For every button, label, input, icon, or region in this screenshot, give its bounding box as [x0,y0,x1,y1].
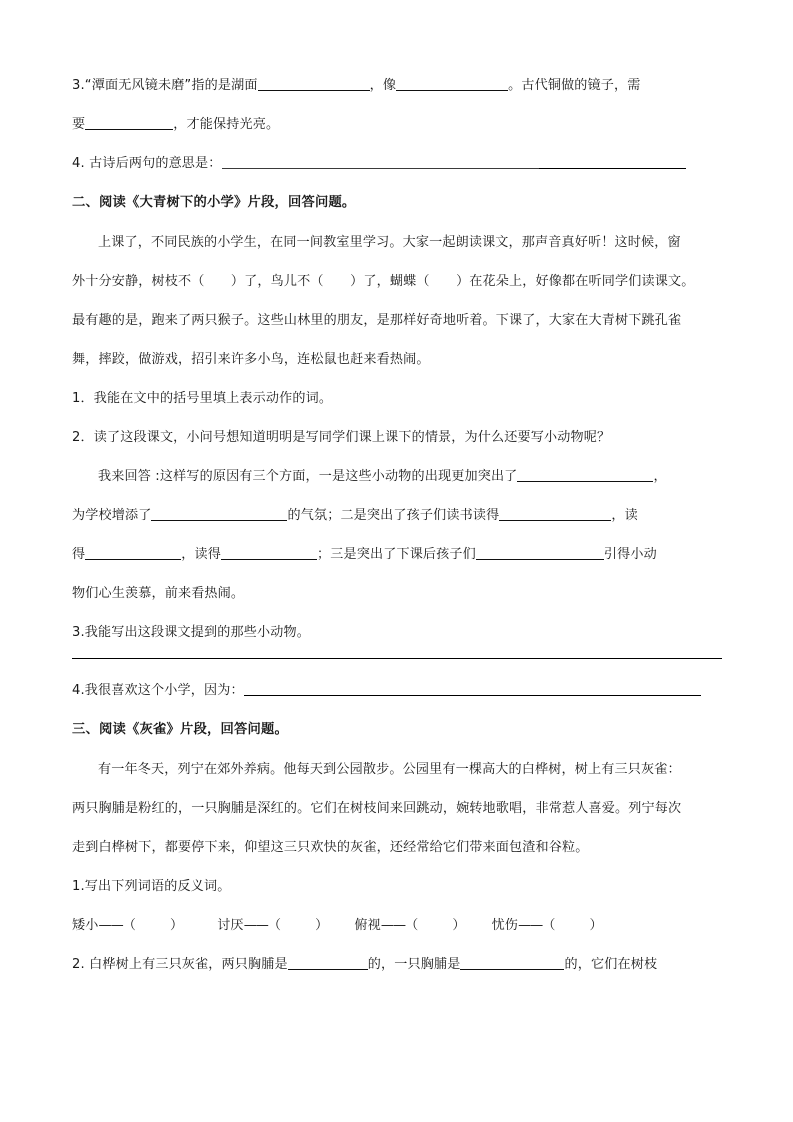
antonym-close-paren: ） [452,918,466,933]
answer-blank[interactable] [476,547,604,560]
question-3-text-c: 。古代铜做的镜子，需 [508,78,641,93]
antonym-open-paren: （ [267,918,282,933]
answer-text-i: 引得小动 [603,547,657,562]
antonym-word: 俯视 [354,918,381,933]
answer-blank[interactable] [258,78,370,91]
question-3-text-e: ，才能保持光亮。 [173,117,280,132]
answer-text-f: 得 [72,547,86,562]
section-2-passage-line-3: 最有趣的是，跑来了两只猴子。这些山林里的朋友，是那样好奇地听着。下课了，大家在大青树下跳孔雀 [72,313,682,328]
question-3-line-1 [72,78,722,93]
section-3-question-2 [72,957,722,972]
section-3-q2-text-a: 2. 白桦树上有三只灰雀，两只胸脯是 [72,957,288,972]
section-2-answer-line-2 [72,508,722,523]
section-2-question-4-label: 4.我很喜欢这个小学，因为： [72,683,244,698]
answer-text-a: 我来回答 :这样写的原因有三个方面，一是这些小动物的出现更加突出了 [98,469,518,484]
antonym-close-paren: ） [169,918,184,933]
section-2-answer-line-4: 物们心生羡慕，前来看热闹。 [72,586,245,601]
section-2-answer-line-1 [72,469,722,484]
answer-blank[interactable] [517,469,653,482]
answer-blank[interactable] [396,78,508,91]
antonym-item-4 [492,918,603,933]
answer-blank[interactable] [499,508,611,521]
question-3-text-b: ，像 [369,78,397,93]
answer-rule-thin[interactable] [222,156,539,169]
antonym-dash: —— [98,918,123,933]
answer-text-d: 的气氛；二是突出了孩子们读书读得 [287,508,500,523]
antonym-word: 矮小 [72,918,99,933]
antonym-close-paren: ） [589,918,603,933]
antonym-open-paren: （ [542,918,556,933]
answer-rule-thick[interactable] [539,156,686,169]
answer-blank[interactable] [288,957,368,970]
section-3-q2-text-b: 的，一只胸脯是 [367,957,461,972]
answer-blank[interactable] [85,547,181,560]
section-2-question-3-answer-rule[interactable] [72,658,722,659]
answer-text-h: ；三是突出了下课后孩子们 [316,547,476,562]
question-3-text-d: 要 [72,117,86,132]
antonym-close-paren: ） [315,918,329,933]
answer-text-c: 为学校增添了 [72,508,152,523]
section-2-passage-line-2: 外十分安静，树枝不（ ）了，鸟儿不（ ）了，蝴蝶（ ）在花朵上，好像都在听同学们读课文。 [72,274,695,289]
answer-rule-thick[interactable] [244,683,701,696]
question-4-line [72,156,722,171]
answer-blank[interactable] [85,117,173,130]
answer-blank[interactable] [221,547,317,560]
answer-blank[interactable] [460,957,564,970]
section-2-question-1: 1．我能在文中的括号里填上表示动作的词。 [72,391,333,406]
antonym-dash: —— [380,918,406,933]
section-2-question-3: 3.我能写出这段课文提到的那些小动物。 [72,625,310,640]
section-2-answer-line-3 [72,547,722,562]
section-2-passage-line-1: 上课了，不同民族的小学生，在同一间教室里学习。大家一起朗读课文，那声音真好听！这时候，窗 [98,235,681,250]
section-3-passage-line-1: 有一年冬天，列宁在郊外养病。他每天到公园散步。公园里有一棵高大的白桦树，树上有三只灰雀： [98,762,681,777]
antonym-dash: —— [518,918,543,933]
antonym-row [72,918,722,933]
answer-text-e: ，读 [611,508,638,523]
section-2-question-4 [72,683,722,698]
answer-text-g: ，读得 [181,547,221,562]
antonym-item-1 [72,918,183,933]
antonym-item-3 [354,918,465,933]
worksheet-content [72,78,722,996]
antonym-open-paren: （ [405,918,419,933]
section-3-heading: 三、阅读《灰雀》片段，回答问题。 [72,722,288,737]
antonym-word: 讨厌 [217,918,244,933]
section-3-q2-text-c: 的，它们在树枝 [564,957,658,972]
question-4-label: 4. 古诗后两句的意思是： [72,156,222,171]
section-3-passage-line-3: 走到白桦树下，都要停下来，仰望这三只欢快的灰雀，还经常给它们带来面包渣和谷粒。 [72,840,589,855]
answer-blank[interactable] [151,508,287,521]
section-3-passage-line-2: 两只胸脯是粉红的，一只胸脯是深红的。它们在树枝间来回跳动，婉转地歌唱，非常惹人喜爱。列宁每次 [72,801,682,816]
antonym-dash: —— [243,918,268,933]
question-3-text-a: 3.“潭面无风镜未磨”指的是湖面 [72,78,258,93]
section-2-heading: 二、阅读《大青树下的小学》片段，回答问题。 [72,195,356,210]
section-2-passage-line-4: 舞，摔跤，做游戏，招引来许多小鸟，连松鼠也赶来看热闹。 [72,352,430,367]
antonym-word: 忧伤 [491,918,519,933]
section-3-question-1: 1.写出下列词语的反义词。 [72,879,231,894]
answer-text-b: ， [653,469,667,484]
antonym-open-paren: （ [122,918,136,933]
question-3-line-2 [72,117,722,132]
section-2-question-2: 2．读了这段课文，小问号想知道明明是写同学们课上课下的情景，为什么还要写小动物呢？ [72,430,611,445]
antonym-item-2 [217,918,328,933]
